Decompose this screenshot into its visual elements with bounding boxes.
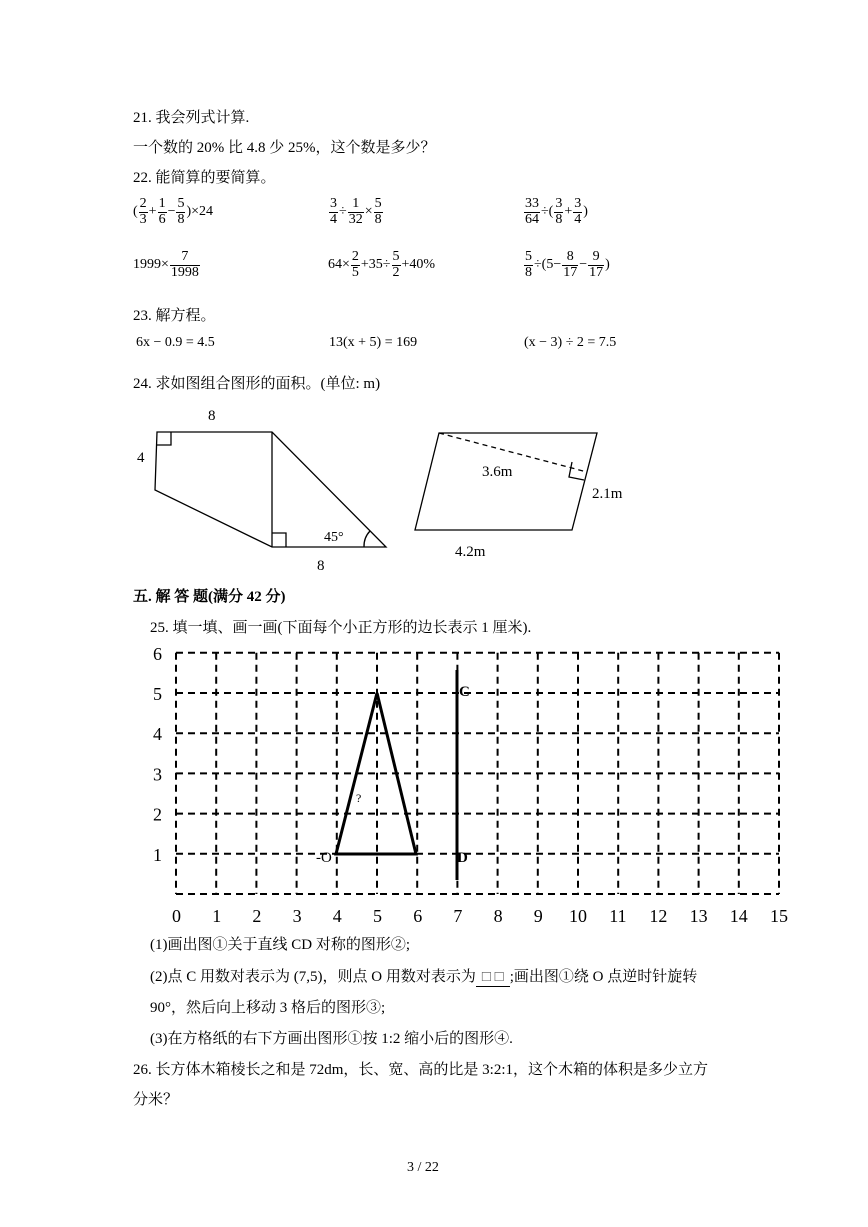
q21-text: 一个数的 20% 比 4.8 少 25%，这个数是多少？ xyxy=(133,140,436,156)
q25-title: 25. 填一填、画一画(下面每个小正方形的边长表示 1 厘米). xyxy=(150,620,532,636)
fig1-left-label: 4 xyxy=(137,450,145,466)
y-axis-labels xyxy=(153,644,162,865)
q26-line-1: 26. 长方体木箱棱长之和是 72dm，长、宽、高的比是 3:2:1，这个木箱的体积是多少立方 xyxy=(133,1062,709,1078)
q26-line-2: 分米？ xyxy=(133,1092,179,1108)
q22-expression-4: 1999× $\frac{7}{1998}$ xyxy=(133,249,199,280)
page-number: 3 / 22 xyxy=(407,1160,439,1175)
q22-expression-2: $\frac{3}{4}$ ÷ $\frac{1}{32}$ × $\frac{5}{8}$ xyxy=(330,196,382,227)
q25-sub2-continued: 90°，然后向上移动 3 格后的图形③; xyxy=(150,1000,386,1016)
fig2-side-label: 2.1m xyxy=(592,486,623,502)
q22-expression-3: $\frac{33}{64}$ ÷( $\frac{3}{8}$ + $\frac{3}{4}$ ) xyxy=(525,196,588,227)
x-tick-label: 15 xyxy=(770,906,788,926)
section-5-title: 五. 解 答 题(满分 42 分) xyxy=(133,589,286,605)
dashed-grid xyxy=(176,653,779,894)
x-tick-label: 12 xyxy=(649,906,668,926)
x-tick-label: 6 xyxy=(413,906,423,926)
q25-sub2-part-b: ;画出图①绕 O 点逆时针旋转 xyxy=(509,969,698,985)
x-axis-labels xyxy=(172,906,788,926)
x-tick-label: 2 xyxy=(252,906,262,926)
q25-sub2-part-a: (2)点 C 用数对表示为 (7,5)，则点 O 用数对表示为 xyxy=(150,969,476,985)
q22-expression-1: ( $\frac{2}{3}$ + $\frac{1}{6}$ − $\frac{5}{8}$ )×24 xyxy=(133,196,214,227)
q24-title: 24. 求如图组合图形的面积。(单位: m) xyxy=(133,376,381,392)
fig2-diagonal-label: 3.6m xyxy=(482,464,513,480)
q23-equation-2: 13(x + 5) = 169 xyxy=(329,335,418,350)
fig2-base-label: 4.2m xyxy=(455,544,486,560)
y-tick-label: 6 xyxy=(153,643,162,664)
answer-blank[interactable]: □ □ xyxy=(476,969,510,987)
q25-sub2 xyxy=(150,965,697,987)
x-tick-label: 3 xyxy=(292,906,302,926)
q25-sub3: (3)在方格纸的右下方画出图形①按 1:2 缩小后的图形④. xyxy=(150,1031,513,1047)
fig1-top-label: 8 xyxy=(208,408,216,424)
x-tick-label: 8 xyxy=(493,906,503,926)
fig1-angle-label: 45° xyxy=(324,530,344,545)
q21-title: 21. 我会列式计算. xyxy=(133,110,250,126)
x-tick-label: 11 xyxy=(609,906,627,926)
point-o-label: -O xyxy=(316,850,332,866)
y-tick-label: 3 xyxy=(153,764,162,785)
x-tick-label: 14 xyxy=(729,906,748,926)
y-tick-label: 4 xyxy=(153,724,162,745)
q22-title: 22. 能简算的要简算。 xyxy=(133,170,276,186)
q23-title: 23. 解方程。 xyxy=(133,308,216,324)
x-tick-label: 13 xyxy=(689,906,708,926)
y-tick-label: 5 xyxy=(153,684,162,704)
x-tick-label: 10 xyxy=(569,906,587,926)
q22-expression-6: $\frac{5}{8}$ ÷(5− $\frac{8}{17}$ − $\frac{9}{17}$ ) xyxy=(525,249,610,280)
q22-expression-5: 64× $\frac{2}{5}$ +35÷ $\frac{5}{2}$ +40% xyxy=(328,249,436,280)
question-mark-label: ? xyxy=(356,791,362,805)
x-tick-label: 5 xyxy=(373,906,382,926)
q23-equation-3: (x − 3) ÷ 2 = 7.5 xyxy=(524,335,617,350)
q23-equation-1: 6x − 0.9 = 4.5 xyxy=(136,335,215,350)
y-tick-label: 2 xyxy=(153,804,162,825)
x-tick-label: 7 xyxy=(453,906,463,926)
x-tick-label: 9 xyxy=(533,906,543,926)
x-tick-label: 4 xyxy=(332,906,342,926)
x-tick-label: 0 xyxy=(172,906,181,926)
fig1-bottom-label: 8 xyxy=(317,558,325,574)
point-c-label: C xyxy=(459,684,470,700)
y-tick-label: 1 xyxy=(153,844,162,865)
q25-sub1: (1)画出图①关于直线 CD 对称的图形②; xyxy=(150,937,410,953)
x-tick-label: 1 xyxy=(212,906,222,926)
point-d-label: D xyxy=(457,850,468,866)
